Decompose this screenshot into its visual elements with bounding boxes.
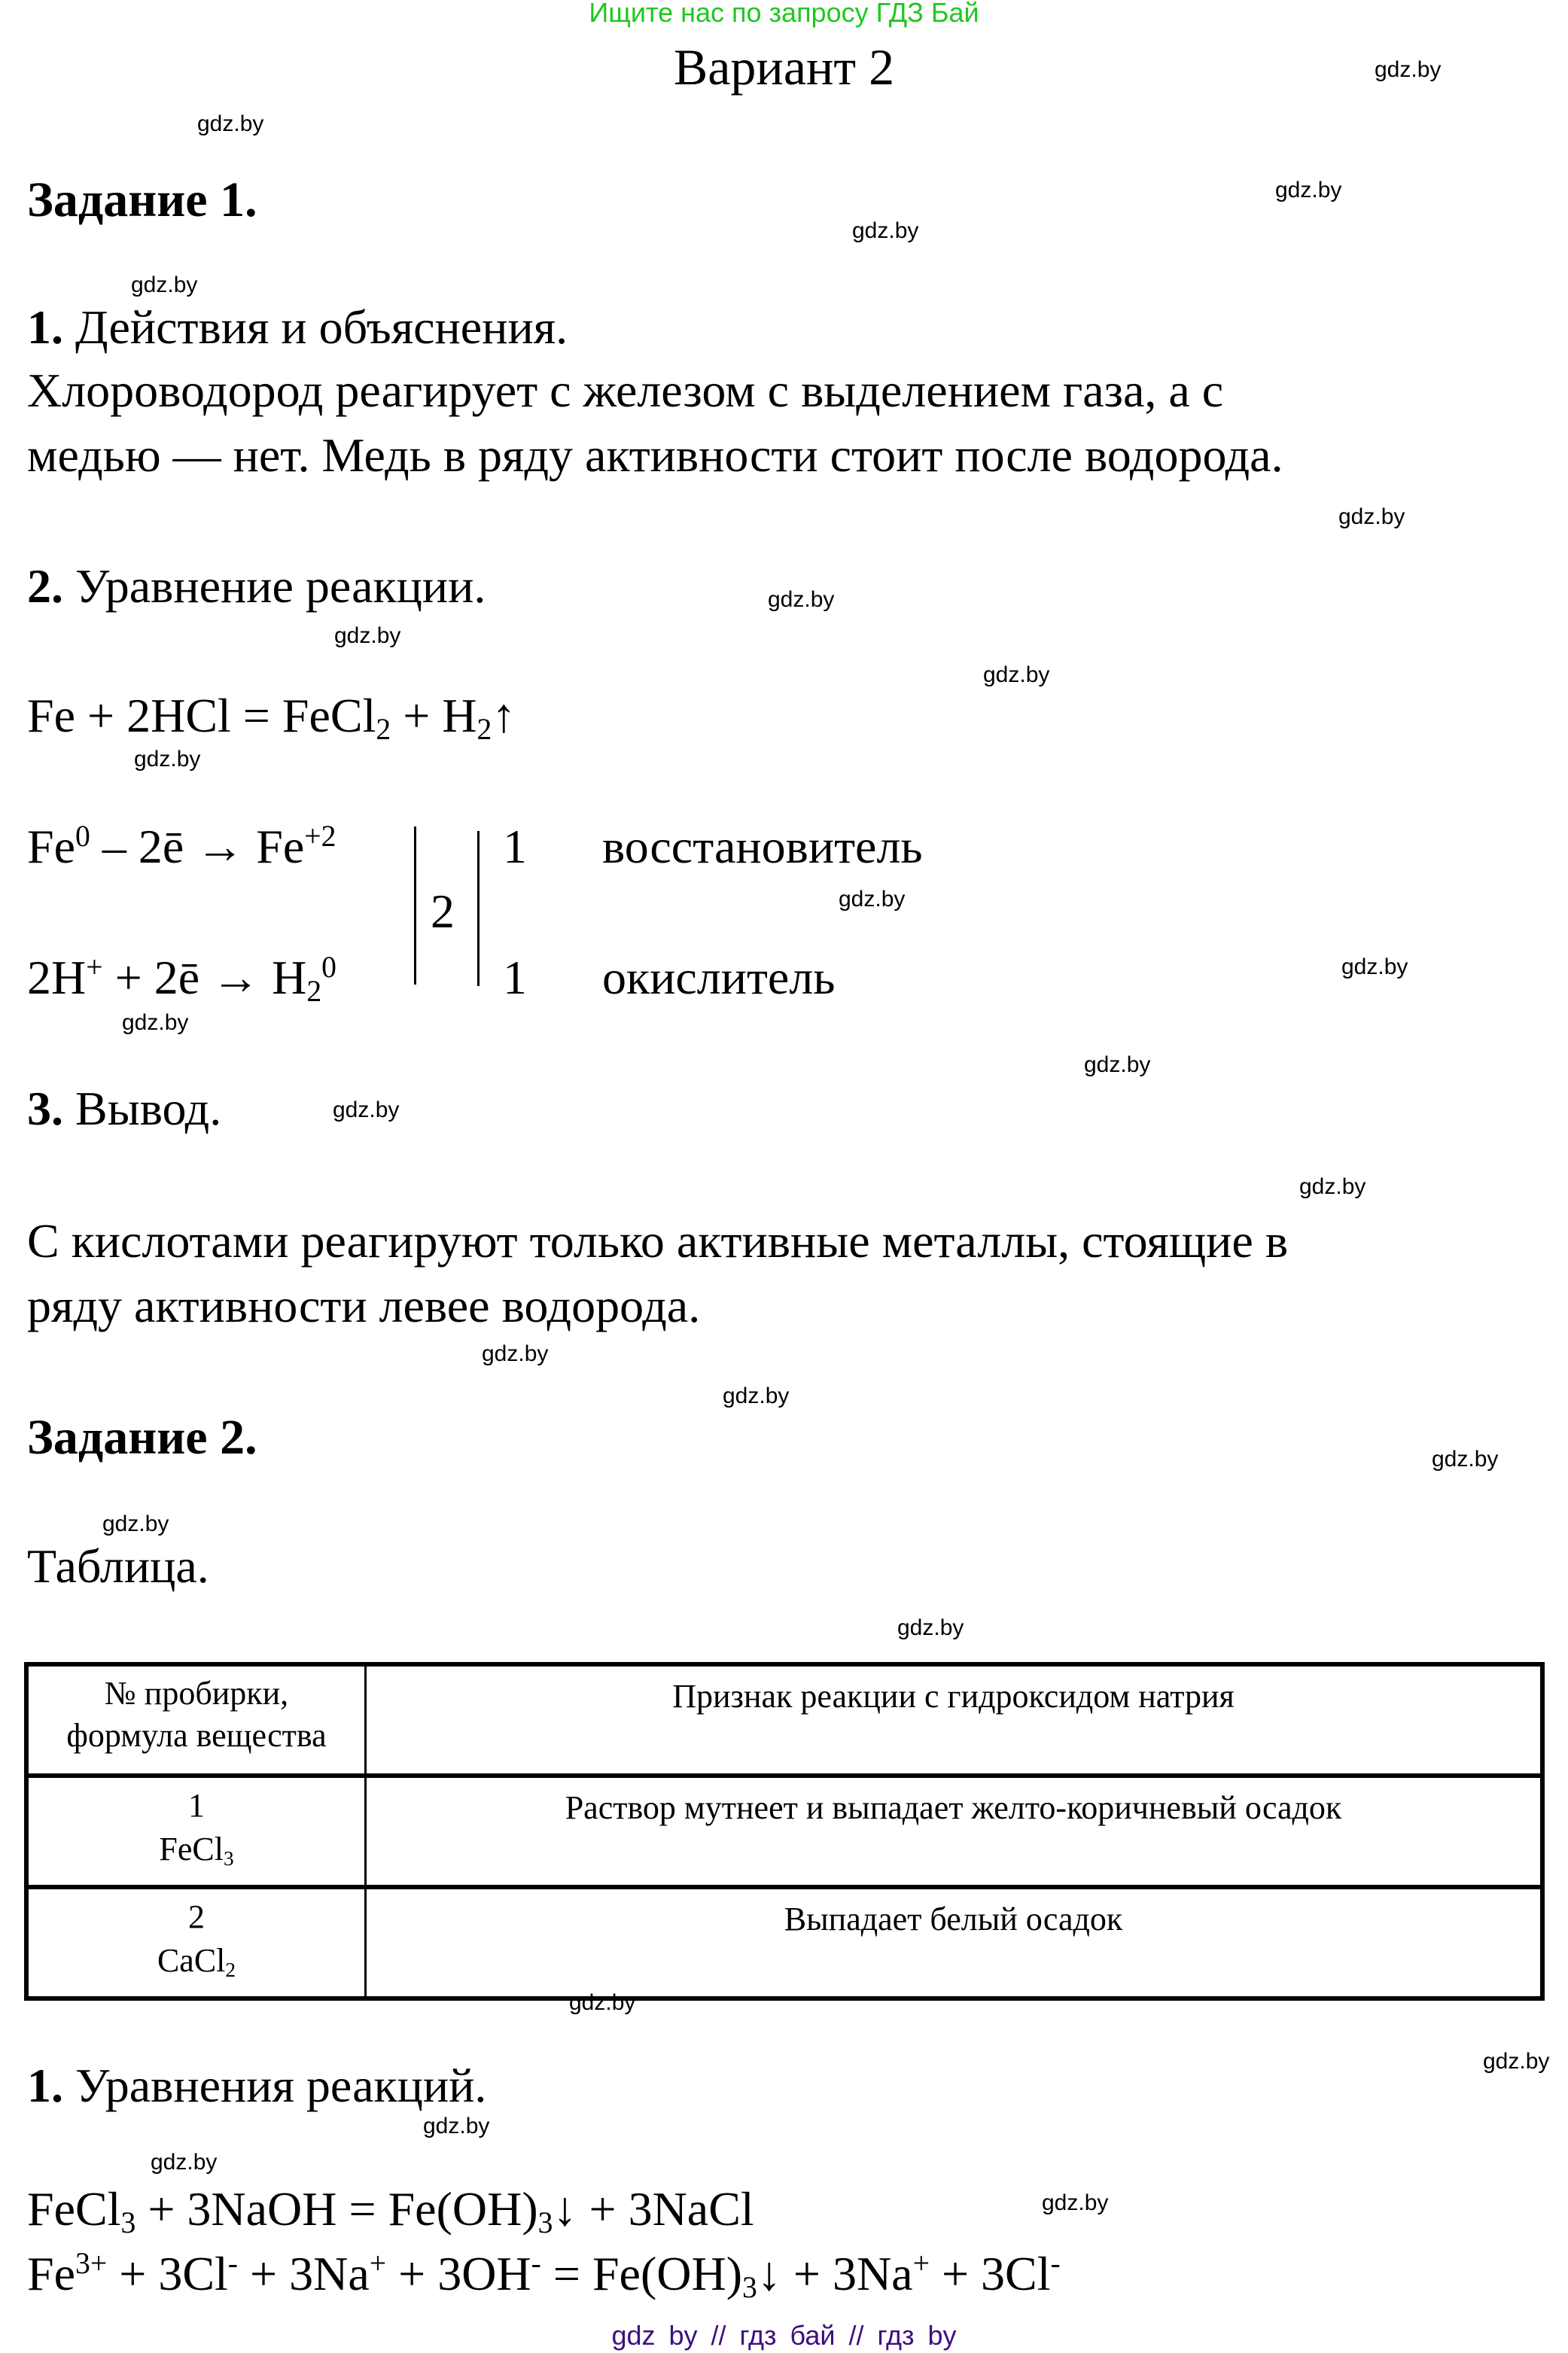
- header-tube: [26, 1664, 366, 1776]
- formula: FeCl: [159, 1831, 224, 1867]
- eq-part: + 3OH: [386, 2247, 531, 2300]
- results-table: [24, 1662, 1545, 2001]
- watermark: gdz.by: [569, 1990, 636, 2015]
- step-label: Вывод.: [75, 1082, 222, 1135]
- tube-number: 1: [188, 1787, 205, 1824]
- watermark: gdz.by: [1275, 178, 1342, 202]
- superscript: 3+: [75, 2247, 108, 2281]
- cell-tube: [26, 1887, 366, 1998]
- subscript: 3: [742, 2270, 757, 2304]
- cell-tube: [26, 1776, 366, 1887]
- step-number: 1.: [27, 300, 63, 354]
- watermark: gdz.by: [334, 623, 401, 648]
- cell-sign: Выпадает белый осадок: [366, 1887, 1543, 1998]
- eq-part: ↓ + 3NaCl: [553, 2182, 754, 2236]
- watermark: gdz.by: [134, 747, 201, 772]
- eq-part: Fe + 2HCl = FeCl: [27, 689, 376, 742]
- redox-line2: [27, 950, 336, 1006]
- step-label: Действия и объяснения.: [75, 300, 568, 354]
- watermark: gdz.by: [839, 887, 906, 912]
- balance-divider-left: [414, 826, 416, 985]
- watermark: gdz.by: [1375, 57, 1442, 82]
- role-oxidizer: окислитель: [602, 951, 836, 1004]
- eq-part: Fe: [27, 820, 75, 873]
- task2-step1: [27, 2058, 486, 2114]
- eq-part: + 3Cl: [929, 2247, 1051, 2300]
- cell-sign: Раствор мутнеет и выпадает желто-коричневый осадок: [366, 1776, 1543, 1887]
- superscript: +: [86, 951, 103, 985]
- watermark: gdz.by: [1483, 2049, 1550, 2074]
- coef-reducer: 1: [503, 820, 527, 873]
- eq-part: ↓ + 3Na: [757, 2247, 913, 2300]
- header-sign: Признак реакции с гидроксидом натрия: [366, 1664, 1543, 1776]
- eq-part: + 3Cl: [107, 2247, 228, 2300]
- subscript: 3: [223, 1846, 234, 1870]
- superscript: +2: [304, 820, 336, 854]
- eq-part: – 2ē → Fe: [90, 820, 305, 873]
- task1-step2: [27, 559, 486, 614]
- step-label: Уравнения реакций.: [75, 2059, 487, 2112]
- table-row: [26, 1887, 1542, 1998]
- task1-heading: Задание 1.: [27, 172, 257, 227]
- watermark: gdz.by: [1338, 504, 1405, 529]
- header-text: № пробирки,: [104, 1675, 289, 1712]
- watermark: gdz.by: [1299, 1174, 1366, 1199]
- watermark: gdz.by: [482, 1341, 549, 1366]
- eq-part: 2H: [27, 951, 87, 1004]
- search-banner: Ищите нас по запросу ГДЗ Бай: [589, 0, 979, 28]
- watermark: gdz.by: [151, 2150, 218, 2175]
- superscript: -: [1050, 2247, 1061, 2281]
- superscript: -: [531, 2247, 541, 2281]
- watermark: gdz.by: [1042, 2190, 1109, 2215]
- ionic-equation: [27, 2246, 1061, 2302]
- eq-part: Fe: [27, 2247, 75, 2300]
- step-number: 3.: [27, 1082, 63, 1135]
- subscript: 2: [476, 712, 492, 746]
- eq-part: + 3Na: [238, 2247, 370, 2300]
- watermark: gdz.by: [1432, 1447, 1499, 1472]
- tube-number: 2: [188, 1898, 205, 1935]
- eq-part: + 3NaOH = Fe(OH): [135, 2182, 538, 2236]
- step-label: Уравнение реакции.: [75, 559, 486, 613]
- subscript: 3: [120, 2205, 136, 2239]
- watermark: gdz.by: [897, 1615, 964, 1640]
- watermark: gdz.by: [423, 2114, 490, 2138]
- role-reducer: восстановитель: [602, 820, 923, 873]
- conclusion-line2: ряду активности левее водорода.: [27, 1279, 701, 1332]
- table-row: [26, 1776, 1542, 1887]
- explanation-line2: медью — нет. Медь в ряду активности стоит после водорода.: [27, 428, 1283, 482]
- step-number: 2.: [27, 559, 63, 613]
- reaction-equation: [27, 688, 516, 744]
- eq-part: FeCl: [27, 2182, 121, 2236]
- watermark: gdz.by: [102, 1511, 169, 1536]
- superscript: +: [369, 2247, 387, 2281]
- watermark: gdz.by: [131, 272, 198, 297]
- eq-part: + 2ē → H: [102, 951, 307, 1004]
- watermark: gdz.by: [983, 662, 1050, 687]
- task2-heading: Задание 2.: [27, 1410, 257, 1465]
- watermark: gdz.by: [723, 1383, 790, 1408]
- formula: CaCl: [157, 1942, 226, 1979]
- eq-part: = Fe(OH): [540, 2247, 742, 2300]
- coef-oxidizer: 1: [503, 951, 527, 1004]
- conclusion-line1: С кислотами реагируют только активные металлы, стоящие в: [27, 1214, 1289, 1268]
- superscript: 0: [321, 951, 336, 985]
- step-number: 1.: [27, 2059, 63, 2112]
- task1-step3: [27, 1081, 221, 1137]
- molecular-equation: [27, 2181, 754, 2237]
- page-title: Вариант 2: [673, 38, 895, 96]
- subscript: 2: [306, 974, 322, 1008]
- explanation-line1: Хлороводород реагирует с железом с выделением газа, а с: [27, 364, 1224, 417]
- eq-part: + H: [391, 689, 477, 742]
- footer-banner: gdz by // гдз бай // гдз by: [611, 2320, 957, 2351]
- watermark: gdz.by: [852, 218, 919, 243]
- superscript: +: [912, 2247, 930, 2281]
- subscript: 3: [537, 2205, 553, 2239]
- watermark: gdz.by: [333, 1097, 400, 1122]
- balance-lcm: 2: [431, 884, 455, 938]
- watermark: gdz.by: [122, 1010, 189, 1035]
- balance-divider-right: [477, 831, 480, 986]
- superscript: -: [227, 2247, 238, 2281]
- subscript: 2: [376, 712, 391, 746]
- header-text: формула вещества: [66, 1717, 327, 1754]
- table-label: Таблица.: [27, 1539, 209, 1593]
- watermark: gdz.by: [197, 111, 264, 136]
- subscript: 2: [225, 1958, 236, 1981]
- gas-arrow-icon: ↑: [492, 689, 516, 742]
- task1-step1: [27, 300, 568, 355]
- watermark: gdz.by: [1084, 1052, 1151, 1077]
- superscript: 0: [75, 820, 90, 854]
- table-header-row: [26, 1664, 1542, 1776]
- watermark: gdz.by: [768, 587, 835, 612]
- watermark: gdz.by: [1341, 954, 1408, 979]
- redox-line1: [27, 819, 336, 875]
